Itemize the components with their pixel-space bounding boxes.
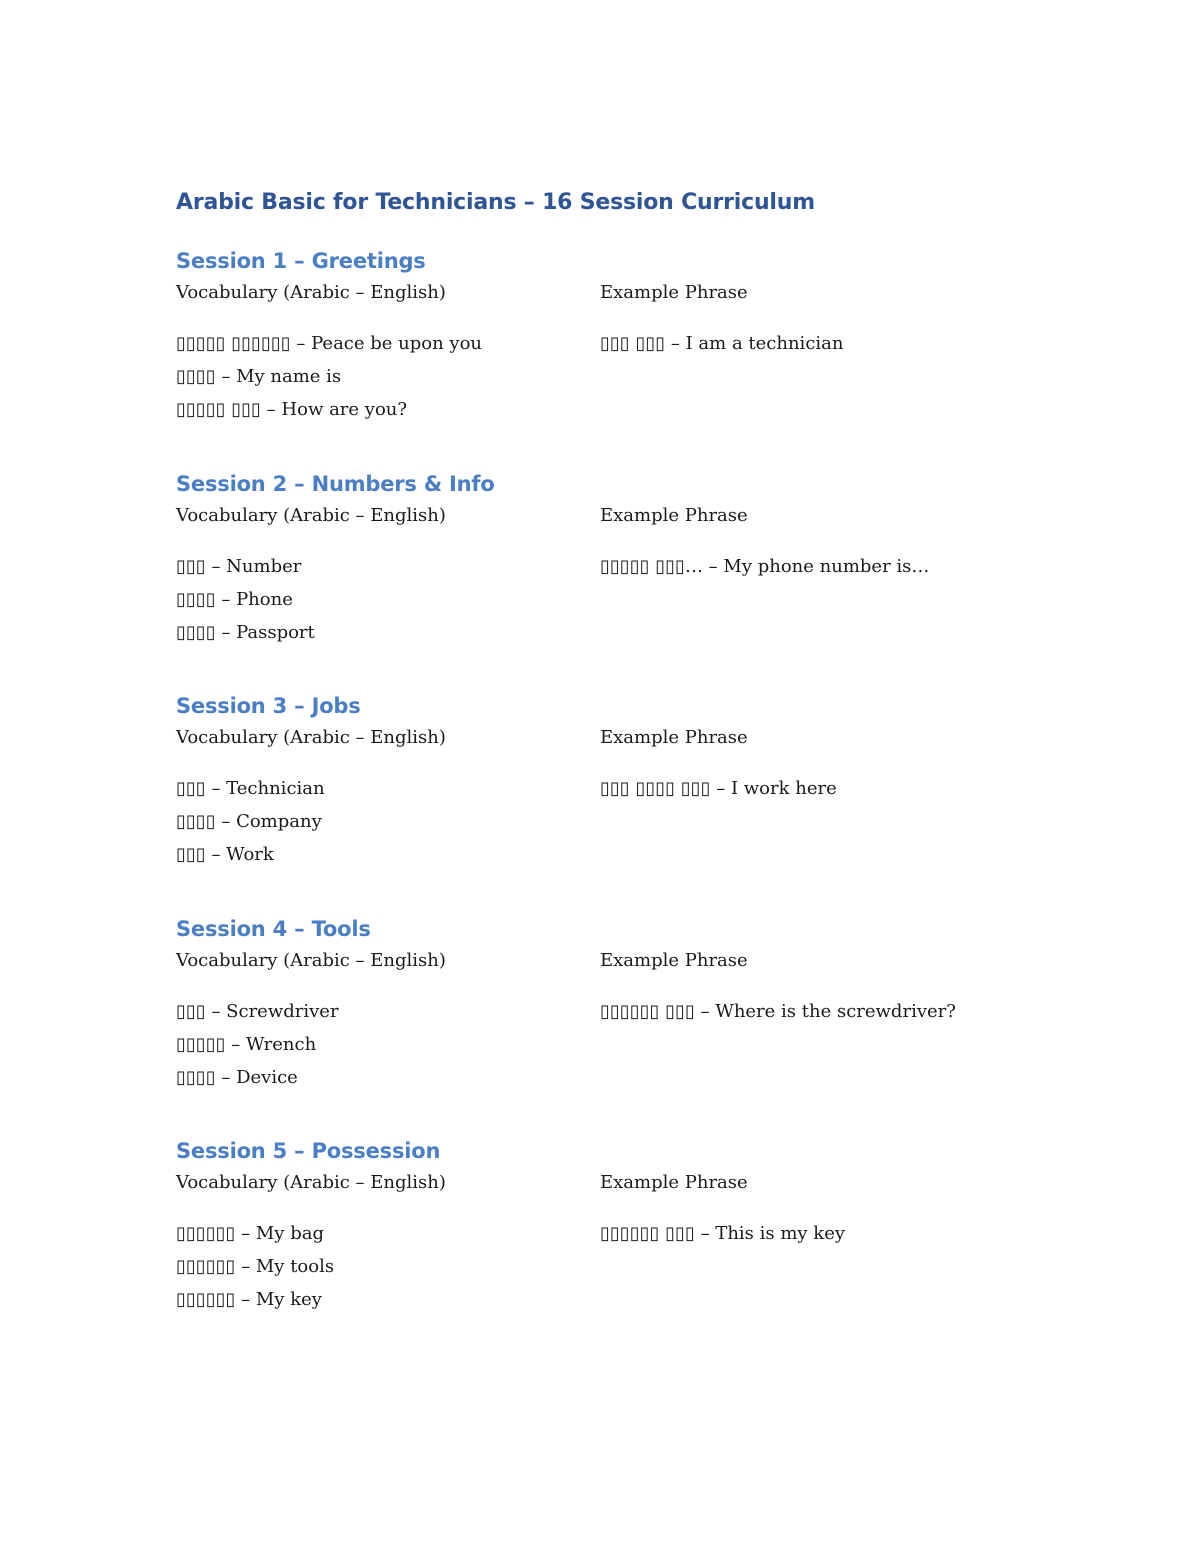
vocab-item: ▯▯▯▯▯▯ – My tools <box>176 1256 335 1277</box>
vocab-item: ▯▯▯ – Work <box>176 844 274 865</box>
vocab-item: ▯▯▯ – Screwdriver <box>176 1001 339 1022</box>
example-column-header: Example Phrase <box>600 505 748 526</box>
example-phrase: ▯▯▯ ▯▯▯▯ ▯▯▯ – I work here <box>600 778 837 799</box>
example-column-header: Example Phrase <box>600 1172 748 1193</box>
session-heading: Session 2 – Numbers & Info <box>176 472 495 496</box>
session-heading: Session 4 – Tools <box>176 917 371 941</box>
session-heading: Session 3 – Jobs <box>176 694 361 718</box>
session-5 <box>176 1139 1076 1339</box>
session-heading: Session 5 – Possession <box>176 1139 441 1163</box>
example-phrase: ▯▯▯▯▯▯ ▯▯▯ – This is my key <box>600 1223 846 1244</box>
session-1 <box>176 249 1076 449</box>
session-heading: Session 1 – Greetings <box>176 249 426 273</box>
vocab-item: ▯▯▯▯▯▯ – My bag <box>176 1223 324 1244</box>
document-title: Arabic Basic for Technicians – 16 Session Curriculum <box>176 190 815 215</box>
vocab-item: ▯▯▯▯▯ ▯▯▯▯▯▯ – Peace be upon you <box>176 333 483 354</box>
example-column-header: Example Phrase <box>600 282 748 303</box>
vocabulary-column-header: Vocabulary (Arabic – English) <box>176 727 446 748</box>
vocabulary-column-header: Vocabulary (Arabic – English) <box>176 1172 446 1193</box>
session-2 <box>176 472 1076 672</box>
session-4 <box>176 917 1076 1117</box>
example-phrase: ▯▯▯ ▯▯▯ – I am a technician <box>600 333 844 354</box>
vocab-item: ▯▯▯▯ – Company <box>176 811 322 832</box>
vocabulary-column-header: Vocabulary (Arabic – English) <box>176 282 446 303</box>
vocab-item: ▯▯▯▯▯▯ – My key <box>176 1289 322 1310</box>
vocab-item: ▯▯▯▯ – My name is <box>176 366 342 387</box>
vocab-item: ▯▯▯▯ – Phone <box>176 589 293 610</box>
example-column-header: Example Phrase <box>600 950 748 971</box>
vocab-item: ▯▯▯▯▯ ▯▯▯ – How are you? <box>176 399 408 420</box>
example-column-header: Example Phrase <box>600 727 748 748</box>
vocab-item: ▯▯▯ – Technician <box>176 778 325 799</box>
vocabulary-column-header: Vocabulary (Arabic – English) <box>176 505 446 526</box>
vocab-item: ▯▯▯▯ – Passport <box>176 622 315 643</box>
vocab-item: ▯▯▯▯ – Device <box>176 1067 298 1088</box>
vocabulary-column-header: Vocabulary (Arabic – English) <box>176 950 446 971</box>
session-3 <box>176 694 1076 894</box>
vocab-item: ▯▯▯ – Number <box>176 556 302 577</box>
example-phrase: ▯▯▯▯▯▯ ▯▯▯ – Where is the screwdriver? <box>600 1001 956 1022</box>
vocab-item: ▯▯▯▯▯ – Wrench <box>176 1034 317 1055</box>
example-phrase: ▯▯▯▯▯ ▯▯▯… – My phone number is… <box>600 556 930 577</box>
